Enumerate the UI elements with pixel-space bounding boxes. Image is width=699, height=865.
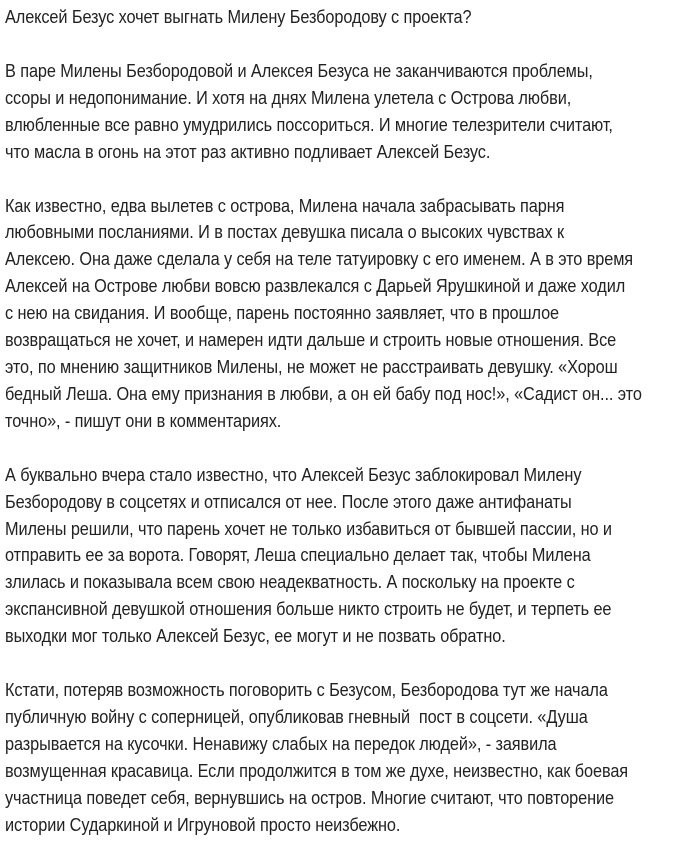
paragraph-line: ссоры и недопонимание. И хотя на днях Милена улетела с Острова любви, [5,87,572,108]
paragraph-1 [5,58,693,166]
paragraph-line: бедный Леша. Она ему признания в любви, а он ей бабу под нос!», «Садист он... это [5,383,642,404]
paragraph-line: возмущенная красавица. Если продолжится в том же духе, неизвестно, как боевая [5,760,629,781]
paragraph-line: Алексей на Острове любви вовсю развлекался с Дарьей Ярушкиной и даже ходил [5,276,626,297]
paragraph-line: экспансивной девушкой отношения больше никто строить не будет, и терпеть ее [5,599,612,620]
article-title [5,4,693,31]
paragraph-line: В паре Милены Безбородовой и Алексея Безуса не заканчиваются проблемы, [5,60,593,81]
paragraph-line: что масла в огонь на этот раз активно подливает Алексей Безус. [5,141,491,162]
paragraph-line: отправить ее за ворота. Говорят, Леша специально делает так, чтобы Милена [5,545,591,566]
paragraph-2 [5,193,693,435]
article [5,4,693,865]
paragraph-line: публичную войну с соперницей, опубликовав гневный пост в соцсети. «Душа [5,706,588,727]
paragraph-line: любовными посланиями. И в постах девушка писала о высоких чувствах к [5,222,565,243]
paragraph-line: с нею на свидания. И вообще, парень постоянно заявляет, что в прошлое [5,303,560,324]
paragraph-4 [5,677,693,838]
paragraph-line: точно», - пишут они в комментариях. [5,410,282,431]
paragraph-line: участница поведет себя, вернувшись на остров. Многие считают, что повторение [5,787,614,808]
paragraph-line: злилась и показывала всем свою неадекватность. А поскольку на проекте с [5,572,575,593]
paragraph-line: влюбленные все равно умудрились поссориться. И многие телезрители считают, [5,114,613,135]
paragraph-line: разрывается на кусочки. Ненавижу слабых на передок людей», - заявила [5,733,557,754]
paragraph-line: А буквально вчера стало известно, что Алексей Безус заблокировал Милену [5,464,582,485]
paragraph-line: это, по мнению защитников Милены, не может не расстраивать девушку. «Хорош [5,356,618,377]
paragraph-line: Безбородову в соцсетях и отписался от нее. После этого даже антифанаты [5,491,572,512]
paragraph-line: истории Сударкиной и Игруновой просто неизбежно. [5,814,401,835]
paragraph-line: выходки мог только Алексей Безус, ее могут и не позвать обратно. [5,626,506,647]
title-text: Алексей Безус хочет выгнать Милену Безбородову с проекта? [5,7,472,27]
paragraph-line: Алексею. Она даже сделала у себя на теле татуировку с его именем. А в это время [5,249,634,270]
paragraph-line: Милены решили, что парень хочет не только избавиться от бывшей пассии, но и [5,518,612,539]
paragraph-line: Как известно, едва вылетев с острова, Милена начала забрасывать парня [5,195,565,216]
paragraph-line: возвращаться не хочет, и намерен идти дальше и строить новые отношения. Все [5,330,617,351]
paragraph-line: Кстати, потеряв возможность поговорить с Безусом, Безбородова тут же начала [5,680,608,701]
paragraph-3 [5,462,693,650]
